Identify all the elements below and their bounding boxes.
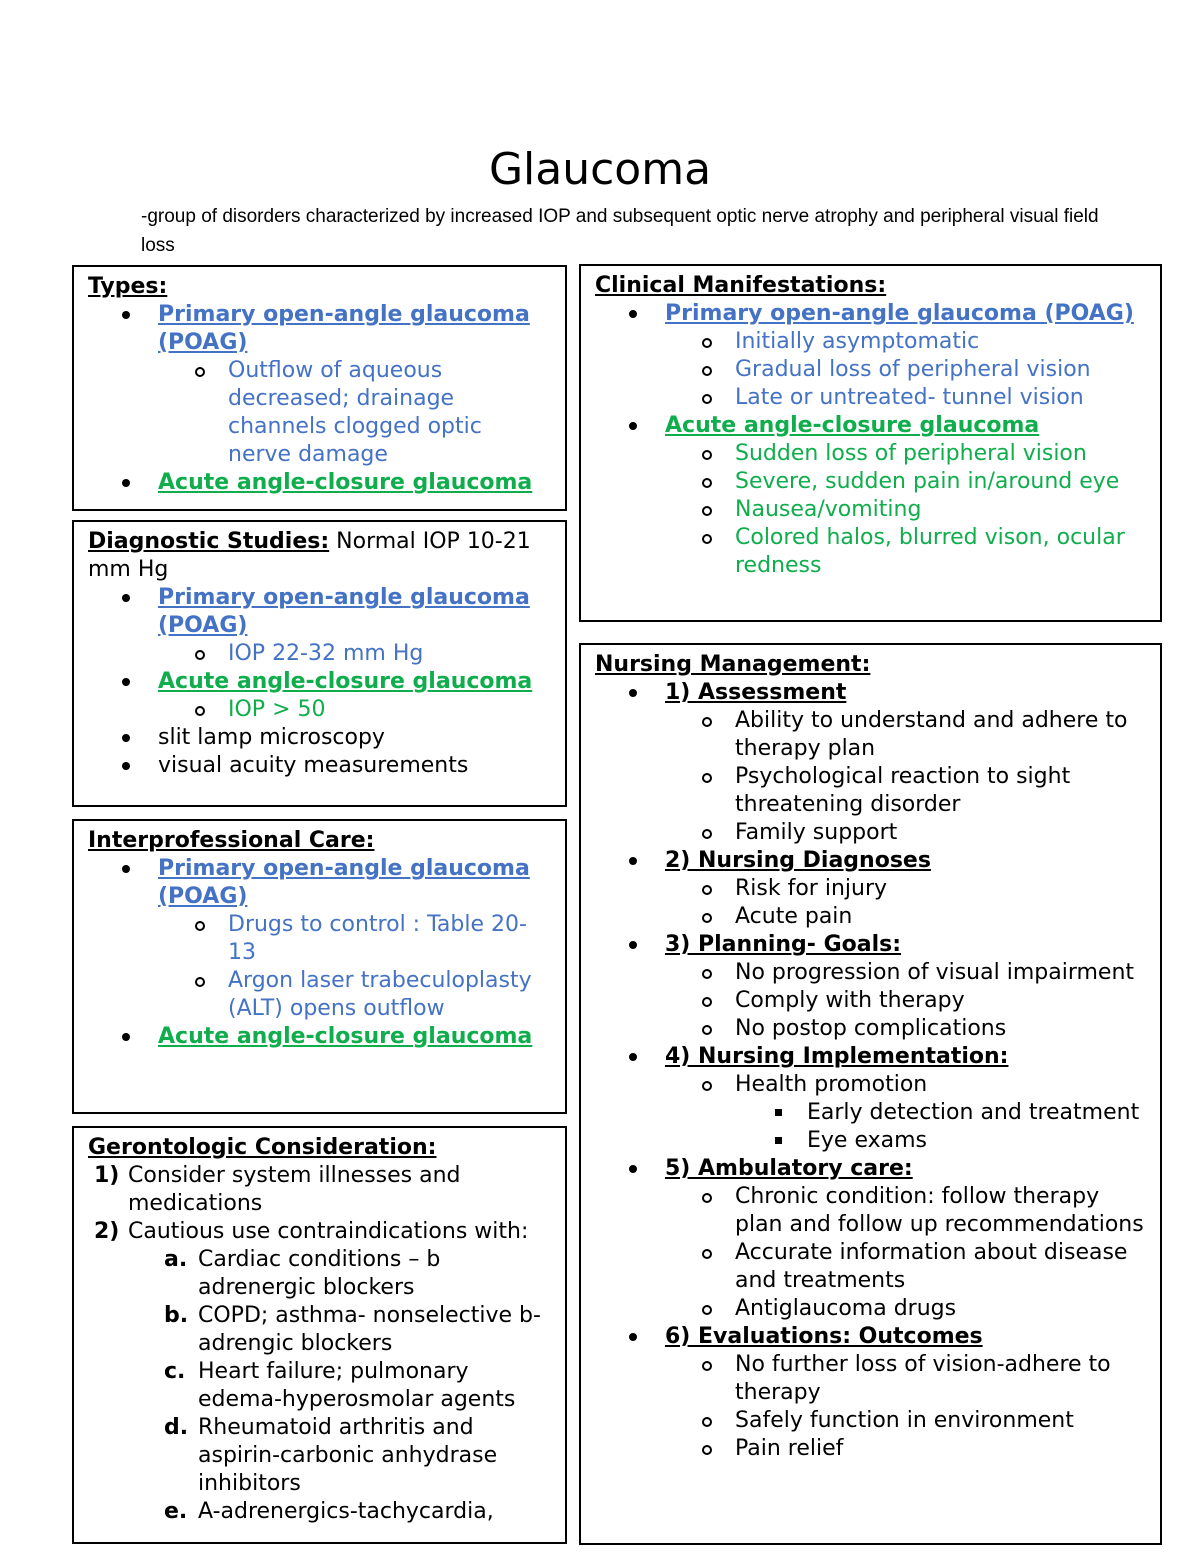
nursing-planning-item: Comply with therapy [595,987,1146,1015]
nursing-implementation-subitem: Eye exams [595,1127,1146,1155]
diagnostic-poag: Primary open-angle glaucoma (POAG) [88,584,551,640]
nursing-diagnoses-item: Acute pain [595,903,1146,931]
nursing-assessment-item: Ability to understand and adhere to therapy plan [595,707,1146,763]
normal-iop: Normal IOP 10-21 mm Hg [88,529,531,582]
nursing-evaluations-item: Pain relief [595,1435,1146,1463]
nursing-implementation-subitem: Early detection and treatment [595,1099,1146,1127]
item-text: Cautious use contraindications with: [128,1219,529,1244]
clinical-poag-item: Initially asymptomatic [595,328,1146,356]
nursing-diagnoses-item: Risk for injury [595,875,1146,903]
diagnostic-acg: Acute angle-closure glaucoma [88,668,551,696]
gerontologic-item [88,1162,551,1218]
diagnostic-acg-iop: IOP > 50 [88,696,551,724]
nursing-heading: Nursing Management: [595,652,871,677]
gerontologic-heading: Gerontologic Consideration: [88,1135,437,1160]
clinical-acg: Acute angle-closure glaucoma [595,412,1146,440]
clinical-acg-item: Sudden loss of peripheral vision [595,440,1146,468]
clinical-poag: Primary open-angle glaucoma (POAG) [595,300,1146,328]
diagnostic-heading-line [88,528,551,584]
gerontologic-subitem [88,1414,551,1498]
subitem-text: A-adrenergics-tachycardia, [198,1499,494,1524]
subitem-letter: a. [164,1247,188,1272]
nursing-planning-item: No postop complications [595,1015,1146,1043]
diagnostic-heading: Diagnostic Studies: [88,529,330,554]
nursing-implementation-item: Health promotion [595,1071,1146,1099]
clinical-box [579,264,1162,622]
subitem-text: Cardiac conditions – b adrenergic blockers [198,1247,441,1300]
nursing-box [579,643,1162,1545]
clinical-acg-item: Colored halos, blurred vison, ocular redness [595,524,1146,580]
interprofessional-poag-item: Drugs to control : Table 20-13 [88,911,551,967]
types-poag-detail: Outflow of aqueous decreased; drainage channels clogged optic nerve damage [88,357,551,469]
interprofessional-poag: Primary open-angle glaucoma (POAG) [88,855,551,911]
diagnostic-slit-lamp: slit lamp microscopy [88,724,551,752]
nursing-assessment-item: Family support [595,819,1146,847]
subitem-letter: b. [164,1303,189,1328]
nursing-evaluations-item: Safely function in environment [595,1407,1146,1435]
nursing-ambulatory-item: Accurate information about disease and treatments [595,1239,1146,1295]
subitem-letter: c. [164,1359,186,1384]
interprofessional-poag-item: Argon laser trabeculoplasty (ALT) opens outflow [88,967,551,1023]
types-poag: Primary open-angle glaucoma (POAG) [88,301,551,357]
nursing-ambulatory-item: Antiglaucoma drugs [595,1295,1146,1323]
diagnostic-poag-iop: IOP 22-32 mm Hg [88,640,551,668]
nursing-implementation: 4) Nursing Implementation: [595,1043,1146,1071]
gerontologic-subitem [88,1498,551,1526]
diagnostic-visual-acuity: visual acuity measurements [88,752,551,780]
clinical-acg-item: Severe, sudden pain in/around eye [595,468,1146,496]
item-number: 2) [94,1219,120,1244]
types-acg: Acute angle-closure glaucoma [88,469,551,497]
nursing-planning-item: No progression of visual impairment [595,959,1146,987]
clinical-poag-item: Gradual loss of peripheral vision [595,356,1146,384]
gerontologic-subitem [88,1302,551,1358]
interprofessional-heading: Interprofessional Care: [88,828,375,853]
definition-text: -group of disorders characterized by increased IOP and subsequent optic nerve atrophy and peripheral visual field loss [141,206,1099,256]
clinical-heading: Clinical Manifestations: [595,273,887,298]
nursing-diagnoses: 2) Nursing Diagnoses [595,847,1146,875]
gerontologic-subitem [88,1358,551,1414]
nursing-assessment: 1) Assessment [595,679,1146,707]
types-box [72,265,567,511]
clinical-acg-item: Nausea/vomiting [595,496,1146,524]
subitem-text: Heart failure; pulmonary edema-hyperosmolar agents [198,1359,516,1412]
page-title: Glaucoma [488,144,712,195]
nursing-evaluations-item: No further loss of vision-adhere to therapy [595,1351,1146,1407]
nursing-evaluations: 6) Evaluations: Outcomes [595,1323,1146,1351]
subitem-letter: d. [164,1415,189,1440]
subitem-text: Rheumatoid arthritis and aspirin-carbonic anhydrase inhibitors [198,1415,498,1496]
nursing-ambulatory-item: Chronic condition: follow therapy plan and follow up recommendations [595,1183,1146,1239]
interprofessional-acg: Acute angle-closure glaucoma [88,1023,551,1051]
clinical-poag-item: Late or untreated- tunnel vision [595,384,1146,412]
item-text: Consider system illnesses and medications [128,1163,461,1216]
interprofessional-box [72,819,567,1114]
nursing-planning: 3) Planning- Goals: [595,931,1146,959]
nursing-ambulatory: 5) Ambulatory care: [595,1155,1146,1183]
nursing-assessment-item: Psychological reaction to sight threatening disorder [595,763,1146,819]
types-heading: Types: [88,274,168,299]
subitem-letter: e. [164,1499,188,1524]
subitem-text: COPD; asthma- nonselective b-adrengic blockers [198,1303,541,1356]
diagnostic-box [72,520,567,807]
gerontologic-item [88,1218,551,1246]
item-number: 1) [94,1163,120,1188]
gerontologic-box [72,1126,567,1544]
gerontologic-subitem [88,1246,551,1302]
